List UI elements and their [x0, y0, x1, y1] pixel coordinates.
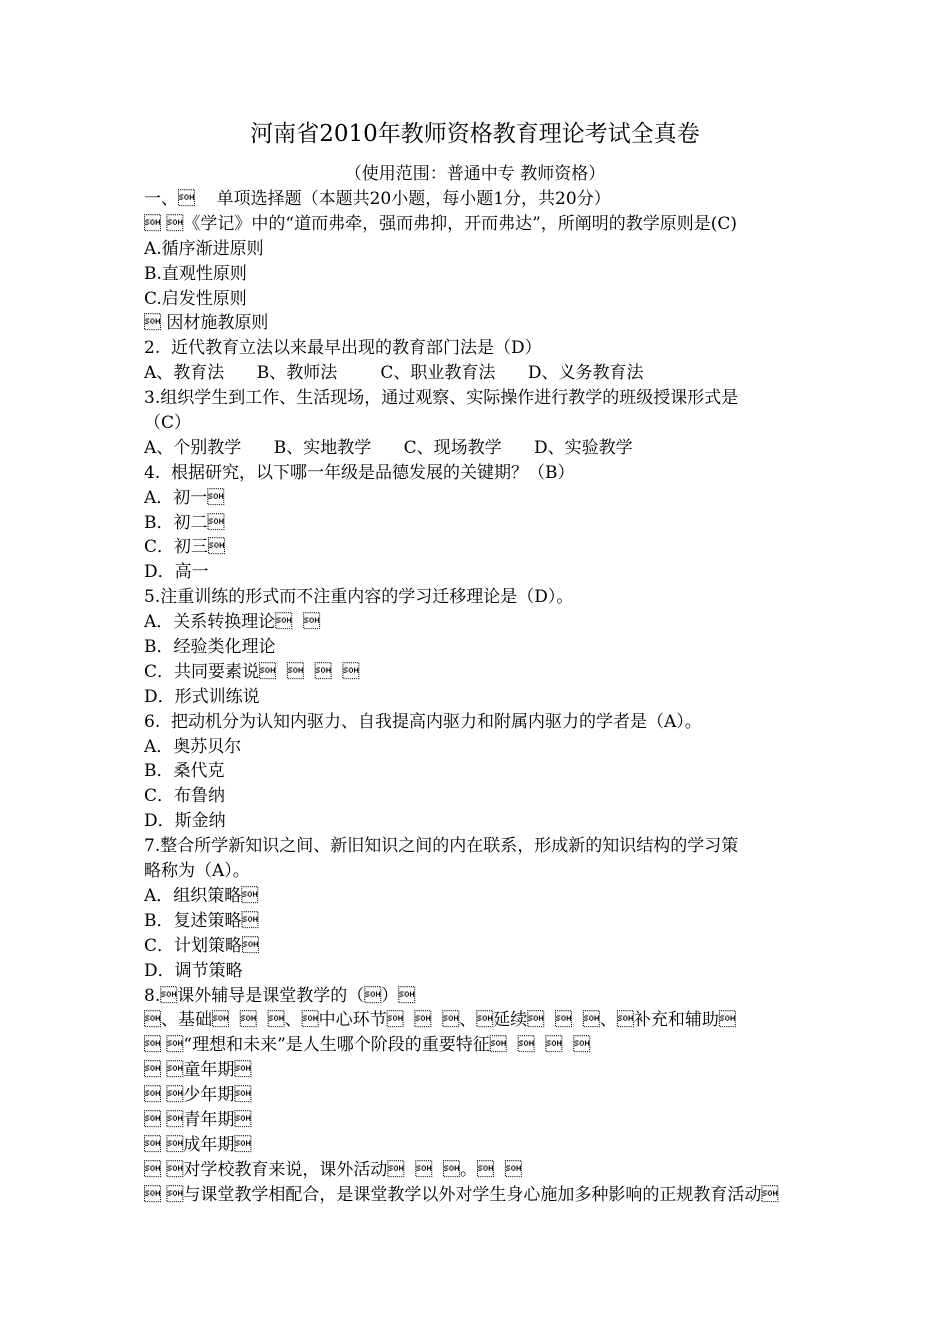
text-line: 3.组织学生到工作、生活现场，通过观察、实际操作进行教学的班级授课形式是: [144, 388, 739, 409]
text-line: A.循序渐进原则: [144, 238, 264, 259]
text-line: A．奥苏贝尔: [144, 736, 242, 757]
text-line: 7.整合所学新知识之间、新旧知识之间的内在联系，形成新的知识结构的学习策: [144, 836, 739, 857]
text-line: D．斯金纳: [144, 811, 226, 832]
text-line:  对学校教育来说，课外活动  。 : [144, 1159, 522, 1180]
text-line:  《学记》中的“道而弗牵，强而弗抑，开而弗达”，所阐明的教学原则是(C): [144, 213, 738, 234]
text-line: 8.课外辅导是课堂教学的（）: [144, 985, 416, 1006]
text-line: D．形式训练说: [144, 686, 260, 707]
text-line: 4. 根据研究，以下哪一年级是品德发展的关键期？（B）: [144, 462, 575, 483]
text-line: 6. 把动机分为认知内驱力、自我提高内驱力和附属内驱力的学者是（A）。: [144, 711, 702, 732]
text-line: A．初一: [144, 487, 225, 508]
text-line: 、基础  、中心环节  、延续  、补充和辅助: [144, 1010, 736, 1031]
text-line: B．桑代克: [144, 761, 225, 782]
text-line: C．初三: [144, 537, 226, 558]
document-subtitle: （使用范围：普通中专 教师资格）: [344, 164, 606, 184]
document-body: [144, 187, 824, 1208]
text-line: A．组织策略: [144, 885, 259, 906]
text-line: B.直观性原则: [144, 263, 247, 284]
text-line: 2. 近代教育立法以来最早出现的教育部门法是（D）: [144, 338, 542, 359]
text-line: 5.注重训练的形式而不注重内容的学习迁移理论是（D）。: [144, 587, 574, 608]
text-line: C．布鲁纳: [144, 786, 226, 807]
text-line: D．高一: [144, 562, 209, 583]
text-line: B．初二: [144, 512, 225, 533]
text-line: C．计划策略: [144, 935, 260, 956]
text-line: C.启发性原则: [144, 288, 247, 309]
text-line: A、教育法 B、教师法 C、职业教育法 D、义务教育法: [144, 363, 644, 384]
text-line: A．关系转换理论 : [144, 612, 321, 633]
text-line:  与课堂教学相配合，是课堂教学以外对学生身心施加多种影响的正规教育活动: [144, 1184, 779, 1205]
text-line: C．共同要素说   : [144, 661, 360, 682]
text-line: D．调节策略: [144, 960, 243, 981]
text-line:  成年期: [144, 1134, 252, 1155]
text-line: A、个别教学 B、实地教学 C、现场教学 D、实验教学: [144, 437, 633, 458]
text-line:  因材施教原则: [144, 313, 269, 334]
text-line:  青年期: [144, 1109, 252, 1130]
text-line: 一、 单项选择题（本题共20小题，每小题1分，共20分）: [144, 189, 611, 209]
text-line: 略称为（A）。: [144, 861, 250, 882]
text-line:  童年期: [144, 1060, 252, 1081]
text-line:  “理想和未来”是人生哪个阶段的重要特征   : [144, 1035, 591, 1056]
text-line: （C）: [144, 413, 192, 434]
text-line: B．经验类化理论: [144, 637, 276, 658]
text-line:  少年期: [144, 1085, 252, 1106]
document-title: 河南省2010年教师资格教育理论考试全真卷: [250, 121, 700, 147]
text-line: B．复述策略: [144, 910, 259, 931]
